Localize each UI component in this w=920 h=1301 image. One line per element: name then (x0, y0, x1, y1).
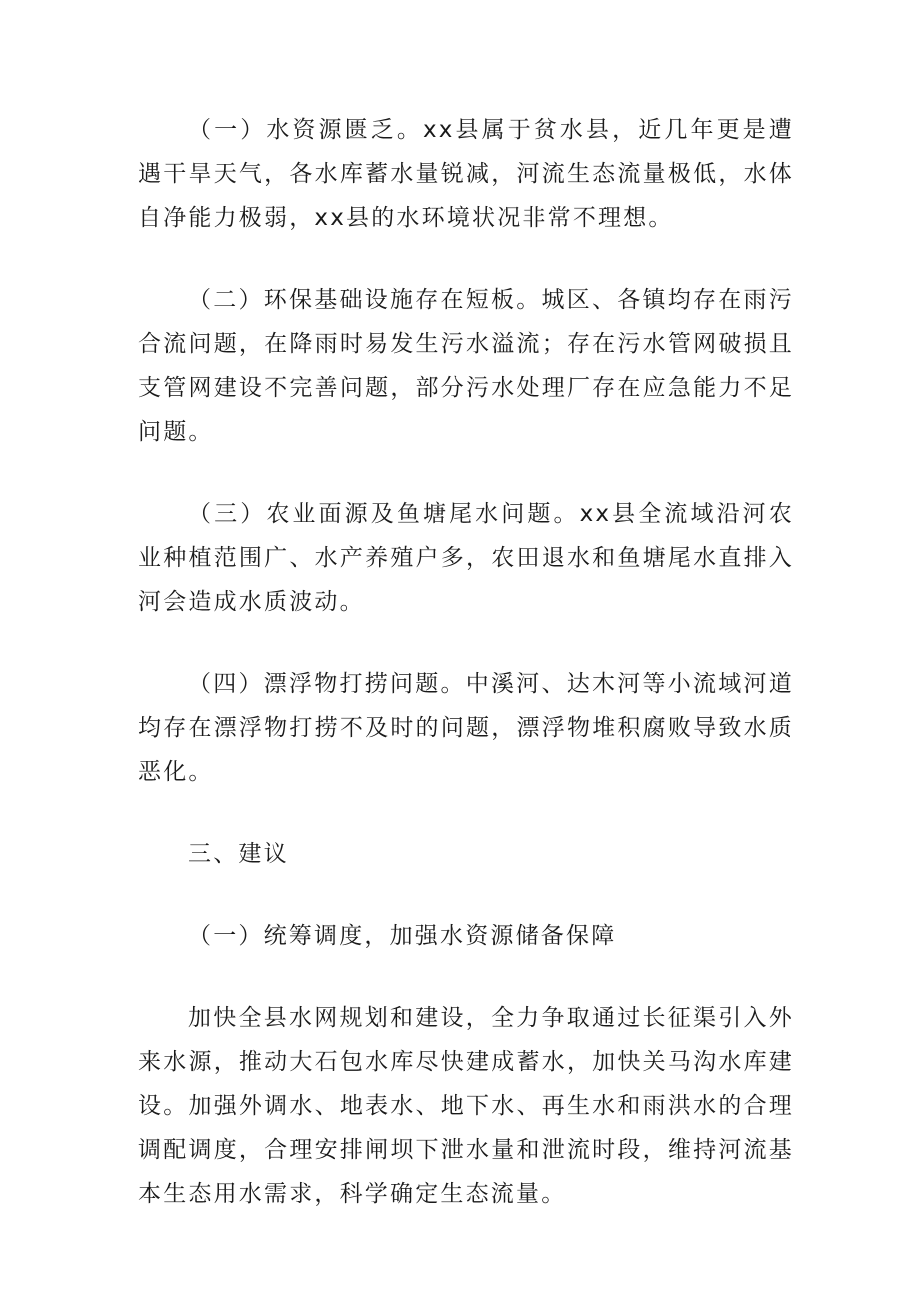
paragraph-water-scarcity: （一）水资源匮乏。xx县属于贫水县，近几年更是遭遇干旱天气，各水库蓄水量锐减，河流生态流量极低，水体自净能力极弱，xx县的水环境状况非常不理想。 (138, 117, 794, 231)
paragraph-infrastructure: （二）环保基础设施存在短板。城区、各镇均存在雨污合流问题，在降雨时易发生污水溢流；存在污水管网破损且支管网建设不完善问题，部分污水处理厂存在应急能力不足问题。 (138, 287, 794, 445)
document-body (138, 108, 794, 1254)
subheading: （一）统筹调度，加强水资源储备保障 (188, 923, 617, 949)
paragraph-agriculture: （三）农业面源及鱼塘尾水问题。xx县全流域沿河农业种植范围广、水产养殖户多，农田退水和鱼塘尾水直排入河会造成水质波动。 (138, 501, 794, 615)
section-heading: 三、建议 (188, 841, 289, 867)
paragraph-water-network: 加快全县水网规划和建设，全力争取通过长征渠引入外来水源，推动大石包水库尽快建成蓄水，加快关马沟水库建设。加强外调水、地表水、地下水、再生水和雨洪水的合理调配调度，合理安排闸坝下泄水量和泄流时段，维持河流基本生态用水需求，科学确定生态流量。 (138, 1005, 794, 1207)
paragraph-floating-debris: （四）漂浮物打捞问题。中溪河、达木河等小流域河道均存在漂浮物打捞不及时的问题，漂浮物堆积腐败导致水质恶化。 (138, 671, 794, 785)
